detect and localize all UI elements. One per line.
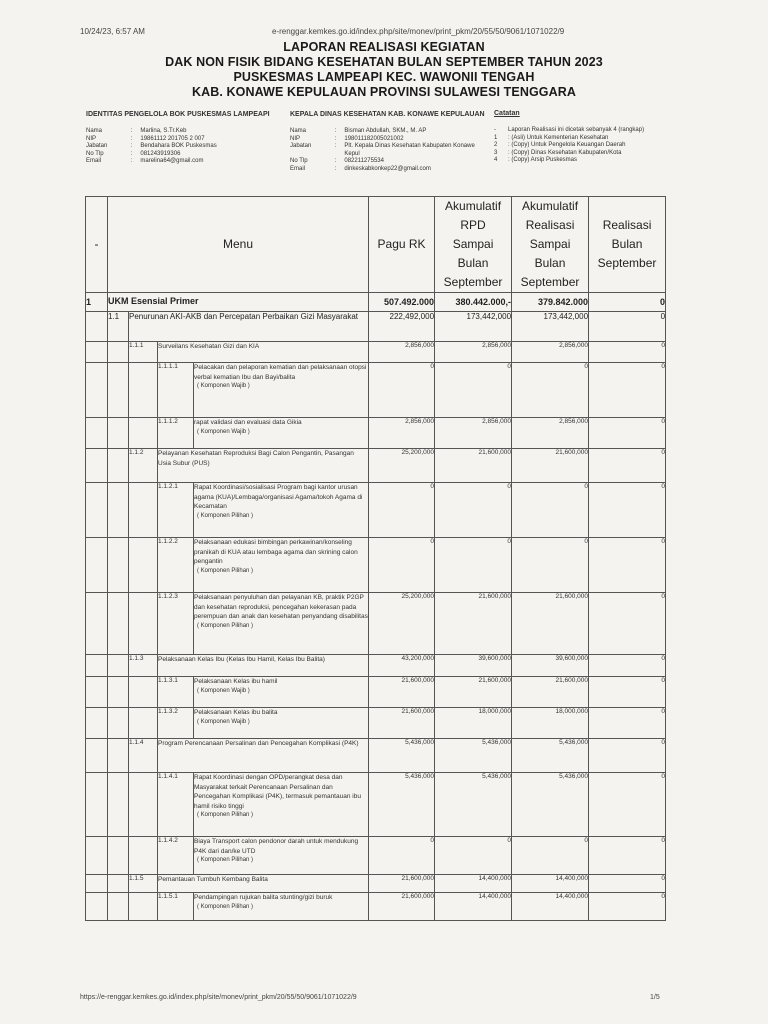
row-menu [158, 342, 369, 363]
indent-cell [86, 875, 108, 893]
row-pagu: 222,492,000 [369, 312, 435, 342]
info-colon: : [334, 165, 337, 172]
row-component: ( Komponen Pilihan ) [197, 622, 254, 629]
indent-cell [108, 739, 129, 773]
row-rb: 0 [589, 875, 666, 893]
info-colon: : [130, 128, 133, 134]
row-rb: 0 [589, 538, 666, 593]
catatan-text: : (Copy) Dinas Kesehatan Kabupaten/Kota [508, 149, 622, 156]
row-pagu: 21,600,000 [369, 708, 435, 739]
table-row [86, 418, 666, 449]
row-number: 1.1.5 [129, 875, 158, 893]
row-menu [194, 837, 369, 875]
table-row [86, 593, 666, 655]
row-menu [194, 538, 369, 593]
table-row [86, 483, 666, 538]
info-value: 081243919306 [140, 150, 181, 157]
row-pagu: 2,856,000 [369, 342, 435, 363]
indent-cell [86, 893, 108, 921]
catatan-title: Catatan [494, 110, 520, 117]
row-rpd: 14,400,000 [435, 893, 512, 921]
pengelola-title: IDENTITAS PENGELOLA BOK PUSKESMAS LAMPEAPI [86, 111, 270, 118]
row-description: Pelacakan dan pelaporan kematian dan pelaksanaan otopsi verbal kematian Ibu dan Bayi/balita [194, 364, 367, 381]
row-description: rapat validasi dan evaluasi data Gikia [194, 419, 302, 426]
row-ak: 14,400,000 [512, 893, 589, 921]
row-description: Rapat Koordinasi dengan OPD/perangkat desa dan Masyarakat terkait Perencanaan Persalinan dan Pencegahan Komplikasi (P4K), termasuk pemantauan ibu hamil risiko tinggi [194, 774, 361, 810]
row-ak: 173,442,000 [512, 312, 589, 342]
kepala-dinas-title: KEPALA DINAS KESEHATAN KAB. KONAWE KEPULAUAN [290, 111, 485, 118]
indent-cell [86, 677, 108, 708]
row-pagu: 43,200,000 [369, 655, 435, 677]
header-rpd-line-4: Bulan [457, 256, 489, 270]
row-rb: 0 [589, 293, 666, 312]
row-description: Biaya Transport calon pendonor darah untuk mendukung P4K dari dan/ke UTD [194, 838, 359, 855]
row-rpd: 39,600,000 [435, 655, 512, 677]
row-rpd: 0 [435, 837, 512, 875]
table-row [86, 312, 666, 342]
indent-cell [86, 773, 108, 837]
info-colon: : [130, 143, 133, 149]
row-menu [194, 418, 369, 449]
info-key: Nama [290, 128, 307, 134]
page-number: 1/5 [650, 994, 660, 1001]
row-ak: 2,856,000 [512, 342, 589, 363]
indent-cell [86, 655, 108, 677]
catatan-number: 2 [494, 142, 498, 148]
row-number: 1.1.2.2 [158, 538, 194, 593]
row-number: 1.1.1 [129, 342, 158, 363]
footer-url: https://e-renggar.kemkes.go.id/index.php/site/monev/print_pkm/20/55/50/9061/1071022/9 [80, 994, 357, 1001]
info-row [86, 143, 286, 151]
header-realisasi-bulan [589, 197, 666, 293]
catatan-row [494, 150, 674, 158]
row-menu [194, 773, 369, 837]
row-pagu: 21,600,000 [369, 875, 435, 893]
row-rpd: 0 [435, 363, 512, 418]
row-description: Pelaksanaan penyuluhan dan pelayanan KB, praktik P2GP dan kesehatan reproduksi, pencegahan kekerasan pada perempuan dan anak dan kesehatan penyandang disabilitas [194, 594, 368, 620]
info-value: 082211275534 [344, 158, 384, 164]
catatan-info [494, 110, 674, 165]
header-rb-line-2: Bulan [611, 237, 643, 251]
row-rb: 0 [589, 342, 666, 363]
row-rb: 0 [589, 483, 666, 538]
header-ak-line-5: September [520, 275, 580, 289]
row-pagu: 2,856,000 [369, 418, 435, 449]
indent-cell [86, 342, 108, 363]
row-rpd: 173,442,000 [435, 312, 512, 342]
indent-cell [108, 875, 129, 893]
pengelola-info [86, 110, 286, 166]
info-row [290, 166, 490, 174]
row-description: Pendampingan rujukan balita stunting/gizi buruk [194, 894, 333, 901]
row-menu [194, 677, 369, 708]
info-row [86, 151, 286, 159]
header-ak-line-1: Akumulatif [522, 199, 579, 213]
row-number: 1.1.4 [129, 739, 158, 773]
info-row [86, 128, 286, 136]
indent-cell [86, 418, 108, 449]
row-component: ( Komponen Pilihan ) [197, 903, 254, 910]
row-number: 1 [86, 293, 108, 312]
indent-cell [86, 363, 108, 418]
indent-cell [108, 538, 129, 593]
indent-cell [108, 677, 129, 708]
row-menu [158, 655, 369, 677]
row-ak: 0 [512, 538, 589, 593]
row-rpd: 5,436,000 [435, 773, 512, 837]
info-row [290, 128, 490, 136]
row-rpd: 14,400,000 [435, 875, 512, 893]
report-title-2: DAK NON FISIK BIDANG KESEHATAN BULAN SEPTEMBER TAHUN 2023 [165, 55, 603, 69]
row-description: Pemantauan Tumbuh Kembang Balita [158, 876, 268, 883]
info-key: No Tlp [86, 150, 104, 157]
catatan-row [494, 135, 674, 143]
catatan-row [494, 127, 674, 135]
row-ak: 5,436,000 [512, 773, 589, 837]
info-key: NIP [86, 135, 97, 142]
row-rpd: 0 [435, 538, 512, 593]
row-rpd: 21,600,000 [435, 677, 512, 708]
info-row [290, 136, 490, 144]
info-key: NIP [290, 135, 301, 142]
row-menu [194, 708, 369, 739]
indent-cell [86, 837, 108, 875]
header-rpd-line-3: Sampai [452, 237, 494, 251]
catatan-text: : (Copy) Arsip Puskesmas [508, 157, 578, 163]
row-rb: 0 [589, 418, 666, 449]
indent-cell [129, 593, 158, 655]
info-value: 198011182005021002 [344, 135, 404, 142]
row-component: ( Komponen Pilihan ) [197, 812, 254, 818]
indent-cell [129, 708, 158, 739]
indent-cell [86, 312, 108, 342]
row-pagu: 0 [369, 837, 435, 875]
row-description: Pelaksanaan Kelas ibu hamil [194, 678, 278, 685]
row-ak: 2,856,000 [512, 418, 589, 449]
row-ak: 0 [512, 483, 589, 538]
row-pagu: 5,436,000 [369, 739, 435, 773]
info-key: No Tlp [290, 158, 308, 164]
row-menu [194, 893, 369, 921]
row-component: ( Komponen Pilihan ) [197, 512, 254, 519]
indent-cell [108, 655, 129, 677]
header-akumulatif-rpd [435, 197, 512, 293]
row-ak: 39,600,000 [512, 655, 589, 677]
row-number: 1.1.2.3 [158, 593, 194, 655]
row-pagu: 507.492.000 [369, 293, 435, 312]
row-pagu: 21,600,000 [369, 893, 435, 921]
row-pagu: 0 [369, 483, 435, 538]
row-ak: 21,600,000 [512, 677, 589, 708]
row-component: ( Komponen Wajib ) [197, 428, 250, 435]
row-number: 1.1.1.1 [158, 363, 194, 418]
row-component: ( Komponen Wajib ) [197, 687, 250, 694]
catatan-row [494, 142, 674, 150]
catatan-text: : (Asli) Untuk Kementerian Kesehatan [508, 134, 609, 141]
row-number: 1.1 [108, 312, 129, 342]
row-rb: 0 [589, 593, 666, 655]
row-rpd: 21,600,000 [435, 449, 512, 483]
row-ak: 18,000,000 [512, 708, 589, 739]
row-number: 1.1.2 [129, 449, 158, 483]
row-menu [194, 483, 369, 538]
row-rb: 0 [589, 677, 666, 708]
row-ak: 0 [512, 363, 589, 418]
row-menu [158, 449, 369, 483]
header-pagu: Pagu RK [369, 197, 435, 293]
indent-cell [108, 342, 129, 363]
row-description: Pelaksanaan Kelas Ibu (Kelas Ibu Hamil, Kelas Ibu Balita) [158, 656, 325, 663]
header-dash: - [86, 197, 108, 293]
row-rb: 0 [589, 837, 666, 875]
indent-cell [129, 363, 158, 418]
catatan-text: : (Copy) Untuk Pengelola Keuangan Daerah [508, 142, 626, 148]
row-number: 1.1.4.1 [158, 773, 194, 837]
row-rb: 0 [589, 655, 666, 677]
info-value: Bisman Abdullah, SKM., M. AP [344, 128, 427, 134]
report-titles [0, 40, 768, 100]
row-pagu: 25,200,000 [369, 593, 435, 655]
print-datetime: 10/24/23, 6:57 AM [80, 27, 145, 36]
table-row [86, 739, 666, 773]
header-rpd-line-5: September [443, 275, 503, 289]
row-menu [194, 363, 369, 418]
info-row [290, 158, 490, 166]
catatan-number: 4 [494, 157, 498, 163]
table-row [86, 449, 666, 483]
row-description: Program Perencanaan Persalinan dan Pencegahan Komplikasi (P4K) [158, 740, 359, 747]
table-row [86, 875, 666, 893]
row-ak: 21,600,000 [512, 449, 589, 483]
indent-cell [129, 677, 158, 708]
info-value: dinkeskabkonkep22@gmail.com [344, 165, 431, 172]
info-key: Jabatan [86, 143, 108, 149]
report-title-1: LAPORAN REALISASI KEGIATAN [283, 40, 485, 54]
header-rpd-line-1: Akumulatif [445, 199, 502, 213]
row-number: 1.1.3.2 [158, 708, 194, 739]
indent-cell [129, 483, 158, 538]
row-pagu: 0 [369, 363, 435, 418]
row-number: 1.1.5.1 [158, 893, 194, 921]
row-rb: 0 [589, 773, 666, 837]
row-rpd: 2,856,000 [435, 418, 512, 449]
indent-cell [129, 773, 158, 837]
table-row [86, 363, 666, 418]
indent-cell [86, 449, 108, 483]
indent-cell [108, 708, 129, 739]
indent-cell [129, 538, 158, 593]
indent-cell [129, 837, 158, 875]
indent-cell [108, 593, 129, 655]
info-value: 19861112 201705 2 007 [140, 135, 205, 142]
row-rpd: 5,436,000 [435, 739, 512, 773]
header-akumulatif-realisasi [512, 197, 589, 293]
info-key: Email [86, 158, 102, 164]
catatan-number: - [494, 127, 496, 133]
row-description: Pelaksanaan edukasi bimbingan perkawinan/konseling pranikah di KUA atau lembaga agama dan skrining calon pengantin [194, 539, 358, 565]
row-number: 1.1.3 [129, 655, 158, 677]
info-key: Email [290, 165, 306, 172]
row-ak: 379.842.000 [512, 293, 589, 312]
indent-cell [108, 773, 129, 837]
info-colon: : [130, 158, 133, 164]
info-value: Bendahara BOK Puskesmas [140, 143, 217, 149]
row-ak: 0 [512, 837, 589, 875]
report-title-3: PUSKESMAS LAMPEAPI KEC. WAWONII TENGAH [233, 70, 535, 84]
info-row [86, 158, 286, 166]
info-colon: : [130, 150, 133, 157]
info-colon: : [334, 158, 337, 164]
row-pagu: 5,436,000 [369, 773, 435, 837]
row-menu [158, 875, 369, 893]
print-url: e-renggar.kemkes.go.id/index.php/site/monev/print_pkm/20/55/50/9061/1071022/9 [272, 27, 565, 36]
row-ak: 21,600,000 [512, 593, 589, 655]
row-number: 1.1.2.1 [158, 483, 194, 538]
indent-cell [108, 418, 129, 449]
row-description: Penurunan AKI-AKB dan Percepatan Perbaikan Gizi Masyarakat [129, 312, 359, 321]
indent-cell [86, 538, 108, 593]
row-menu [158, 739, 369, 773]
row-rb: 0 [589, 708, 666, 739]
row-rpd: 380.442.000,- [435, 293, 512, 312]
table-row [86, 538, 666, 593]
row-rb: 0 [589, 739, 666, 773]
table-row [86, 342, 666, 363]
indent-cell [86, 483, 108, 538]
catatan-number: 1 [494, 134, 498, 141]
indent-cell [108, 449, 129, 483]
info-colon: : [334, 143, 337, 149]
row-menu [129, 312, 369, 342]
info-colon: : [130, 135, 133, 142]
row-menu [194, 593, 369, 655]
header-rb-line-3: September [597, 256, 657, 270]
header-rb-line-1: Realisasi [602, 218, 652, 232]
info-row [290, 143, 490, 158]
indent-cell [108, 483, 129, 538]
table-row [86, 708, 666, 739]
row-rpd: 18,000,000 [435, 708, 512, 739]
kepala-dinas-info [290, 110, 490, 173]
row-menu [108, 293, 369, 312]
indent-cell [129, 418, 158, 449]
info-key: Jabatan [290, 143, 312, 149]
info-colon: : [334, 128, 337, 134]
row-number: 1.1.3.1 [158, 677, 194, 708]
row-rb: 0 [589, 893, 666, 921]
table-row [86, 293, 666, 312]
row-pagu: 21,600,000 [369, 677, 435, 708]
row-description: Surveilans Kesehatan Gizi dan KIA [158, 343, 260, 350]
row-ak: 5,436,000 [512, 739, 589, 773]
row-pagu: 0 [369, 538, 435, 593]
info-colon: : [334, 135, 337, 142]
info-key: Nama [86, 128, 103, 134]
row-number: 1.1.4.2 [158, 837, 194, 875]
info-value: Marlina, S.Tr.Keb [140, 128, 187, 134]
row-component: ( Komponen Pilihan ) [197, 857, 254, 863]
indent-cell [108, 837, 129, 875]
table-row [86, 837, 666, 875]
header-ak-line-2: Realisasi [525, 218, 575, 232]
row-rb: 0 [589, 312, 666, 342]
report-title-4: KAB. KONAWE KEPULAUAN PROVINSI SULAWESI TENGGARA [192, 85, 576, 99]
row-rpd: 2,856,000 [435, 342, 512, 363]
header-ak-line-4: Bulan [534, 256, 566, 270]
info-row [86, 136, 286, 144]
table-row [86, 893, 666, 921]
row-rb: 0 [589, 363, 666, 418]
catatan-row [494, 157, 674, 165]
header-rpd-line-2: RPD [460, 218, 486, 232]
row-rpd: 0 [435, 483, 512, 538]
row-description: Pelayanan Kesehatan Reproduksi Bagi Calon Pengantin, Pasangan Usia Subur (PUS) [158, 450, 354, 467]
row-component: ( Komponen Wajib ) [197, 718, 250, 725]
info-value: Plt. Kepala Dinas Kesehatan Kabupaten Konawe Kepul [344, 143, 475, 157]
row-component: ( Komponen Pilihan ) [197, 567, 254, 574]
header-menu: Menu [108, 197, 369, 293]
header-ak-line-3: Sampai [529, 237, 571, 251]
row-rpd: 21,600,000 [435, 593, 512, 655]
row-description: UKM Esensial Primer [108, 296, 199, 306]
indent-cell [86, 708, 108, 739]
info-value: marelina64@gmail.com [140, 158, 204, 164]
indent-cell [108, 363, 129, 418]
indent-cell [86, 739, 108, 773]
table-row [86, 655, 666, 677]
table-row [86, 677, 666, 708]
indent-cell [129, 893, 158, 921]
row-rb: 0 [589, 449, 666, 483]
indent-cell [108, 893, 129, 921]
row-pagu: 25,200,000 [369, 449, 435, 483]
row-number: 1.1.1.2 [158, 418, 194, 449]
catatan-number: 3 [494, 149, 498, 156]
table-row [86, 773, 666, 837]
catatan-text: Laporan Realisasi ini dicetak sebanyak 4 (rangkap) [508, 127, 645, 133]
row-ak: 14,400,000 [512, 875, 589, 893]
realisasi-table [85, 196, 666, 921]
row-description: Pelaksanaan Kelas ibu balita [194, 709, 278, 716]
row-component: ( Komponen Wajib ) [197, 383, 250, 389]
row-description: Rapat Koordinasi/sosialisasi Program bagi kantor urusan agama (KUA)/Lembaga/organisasi Agama/tokoh Agama di Kecamatan [194, 484, 363, 510]
indent-cell [86, 593, 108, 655]
